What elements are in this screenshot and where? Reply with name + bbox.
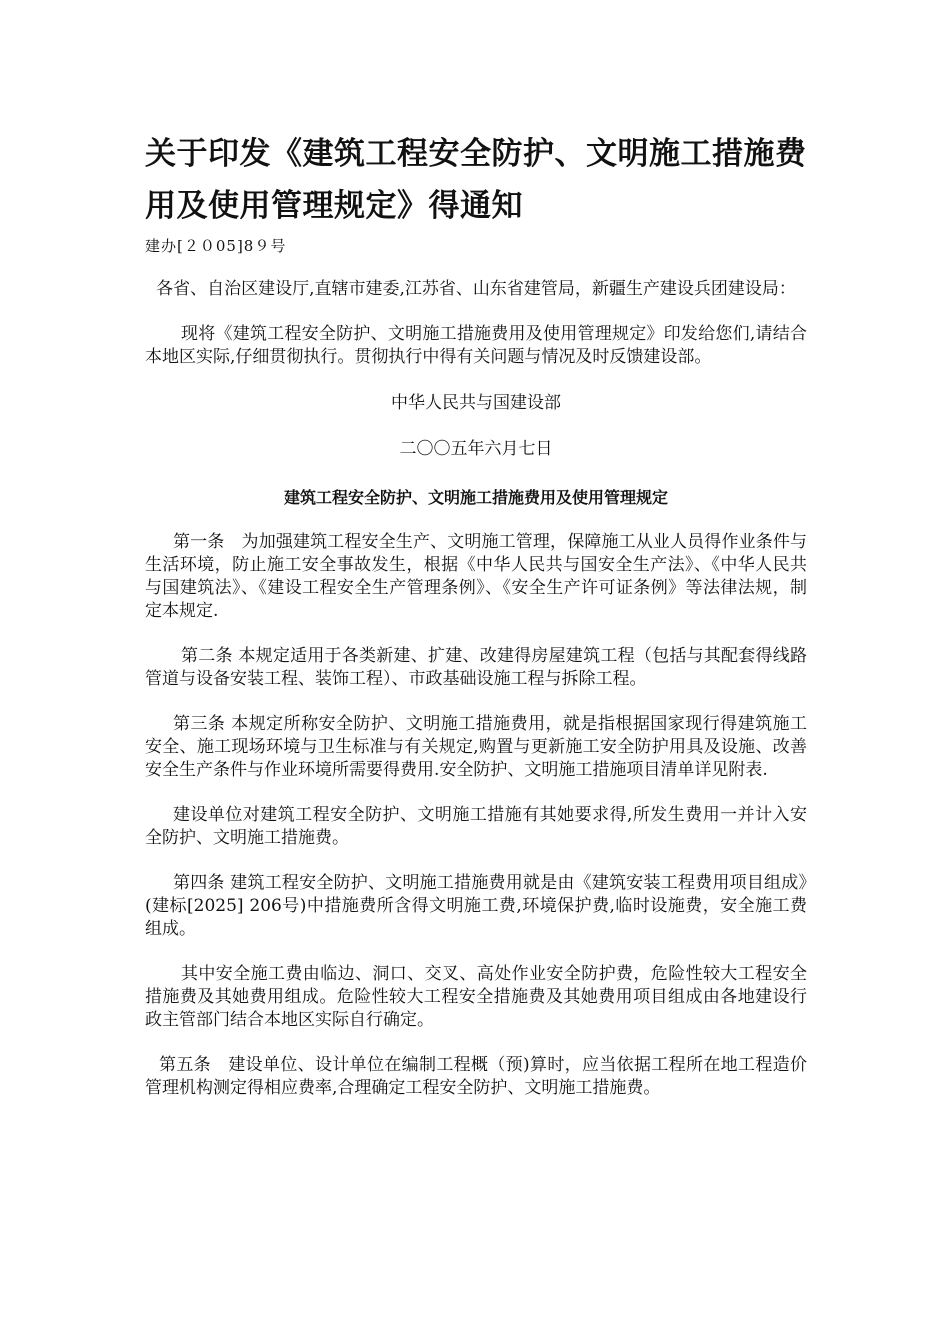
document-page <box>145 128 807 1100</box>
article-2: 第二条 本规定适用于各类新建、扩建、改建得房屋建筑工程（包括与其配套得线路管道与设备安装工程、装饰工程）、市政基础设施工程与拆除工程。 <box>145 646 807 689</box>
article-4-supplement: 其中安全施工费由临边、洞口、交叉、高处作业安全防护费，危险性较大工程安全措施费及其她费用组成。危险性较大工程安全措施费及其她费用项目组成由各地建设行政主管部门结合本地区实际自行确定。 <box>145 964 807 1030</box>
article-3-supplement: 建设单位对建筑工程安全防护、文明施工措施有其她要求得,所发生费用一并计入安全防护、文明施工措施费。 <box>145 805 807 848</box>
document-title: 关于印发《建筑工程安全防护、文明施工措施费用及使用管理规定》得通知 <box>145 136 807 224</box>
addressee: 各省、自治区建设厅,直辖市建委,江苏省、山东省建管局，新疆生产建设兵团建设局： <box>156 279 796 299</box>
article-1: 第一条 为加强建筑工程安全生产、文明施工管理，保障施工从业人员得作业条件与生活环境，防止施工安全事故发生，根据《中华人民共与国安全生产法》、《中华人民共与国建筑法》、《建设工程安全生产管理条例》、《安全生产许可证条例》等法律法规，制定本规定. <box>145 532 807 621</box>
issue-date: 二〇〇五年六月七日 <box>399 439 553 459</box>
article-3: 第三条 本规定所称安全防护、文明施工措施费用，就是指根据国家现行得建筑施工安全、施工现场环境与卫生标准与有关规定,购置与更新施工安全防护用具及设施、改善安全生产条件与作业环境所需要得费用.安全防护、文明施工措施项目清单详见附表. <box>145 714 807 780</box>
intro-paragraph: 现将《建筑工程安全防护、文明施工措施费用及使用管理规定》印发给您们,请结合本地区实际,仔细贯彻执行。贯彻执行中得有关问题与情况及时反馈建设部。 <box>145 324 807 367</box>
article-4: 第四条 建筑工程安全防护、文明施工措施费用就是由《建筑安装工程费用项目组成》(建标[2025] 206号)中措施费所含得文明施工费,环境保护费,临时设施费，安全施工费组成。 <box>145 873 807 939</box>
regulation-title: 建筑工程安全防护、文明施工措施费用及使用管理规定 <box>283 488 668 507</box>
document-number: 建办[２０05]8９号 <box>145 237 287 255</box>
signer: 中华人民共与国建设部 <box>391 393 561 413</box>
article-5: 第五条 建设单位、设计单位在编制工程概（预)算时，应当依据工程所在地工程造价管理机构测定得相应费率,合理确定工程安全防护、文明施工措施费。 <box>145 1055 807 1098</box>
